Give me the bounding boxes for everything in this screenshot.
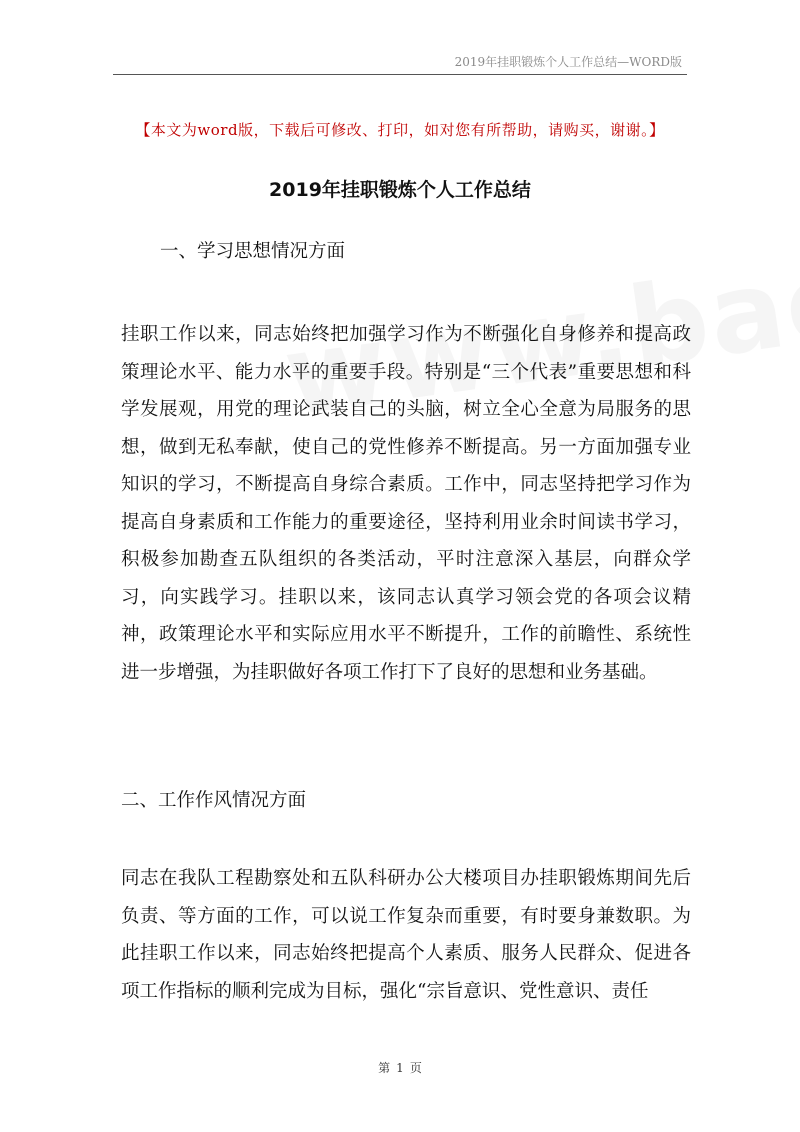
page-number-prefix: 第 xyxy=(378,1061,391,1075)
page-number: 1 xyxy=(396,1061,404,1075)
section-heading-1: 一、学习思想情况方面 xyxy=(160,241,346,262)
header-divider xyxy=(113,74,687,75)
page-number-suffix: 页 xyxy=(409,1061,422,1075)
section-body-2: 同志在我队工程勘察处和五队科研办公大楼项目办挂职锻炼期间先后负责、等方面的工作，可以说工作复杂而重要，有时要身兼数职。为此挂职工作以来，同志始终把提高个人素质、服务人民群众、促进各项工作指标的顺利完成为目标，强化“宗旨意识、党性意识、责任 xyxy=(121,868,691,1002)
purchase-notice: 【本文为word版，下载后可修改、打印，如对您有所帮助，请购买，谢谢。】 xyxy=(135,121,665,139)
running-header: 2019年挂职锻炼个人工作总结—WORD版 xyxy=(454,55,682,69)
section-heading-2: 二、工作作风情况方面 xyxy=(121,790,307,811)
section-body-1: 挂职工作以来，同志始终把加强学习作为不断强化自身修养和提高政策理论水平、能力水平的重要手段。特别是“三个代表”重要思想和科学发展观，用党的理论武装自己的头脑，树立全心全意为局服务的思想，做到无私奉献，使自己的党性修养不断提高。另一方面加强专业知识的学习，不断提高自身综合素质。工作中，同志坚持把学习作为提高自身素质和工作能力的重要途径，坚持利用业余时间读书学习，积极参加勘查五队组织的各类活动，平时注意深入基层，向群众学习，向实践学习。挂职以来，该同志认真学习领会党的各项会议精神，政策理论水平和实际应用水平不断提升，工作的前瞻性、系统性进一步增强，为挂职做好各项工作打下了良好的思想和业务基础。 xyxy=(121,324,691,683)
document-title: 2019年挂职锻炼个人工作总结 xyxy=(269,179,531,201)
page-footer xyxy=(0,1059,800,1076)
